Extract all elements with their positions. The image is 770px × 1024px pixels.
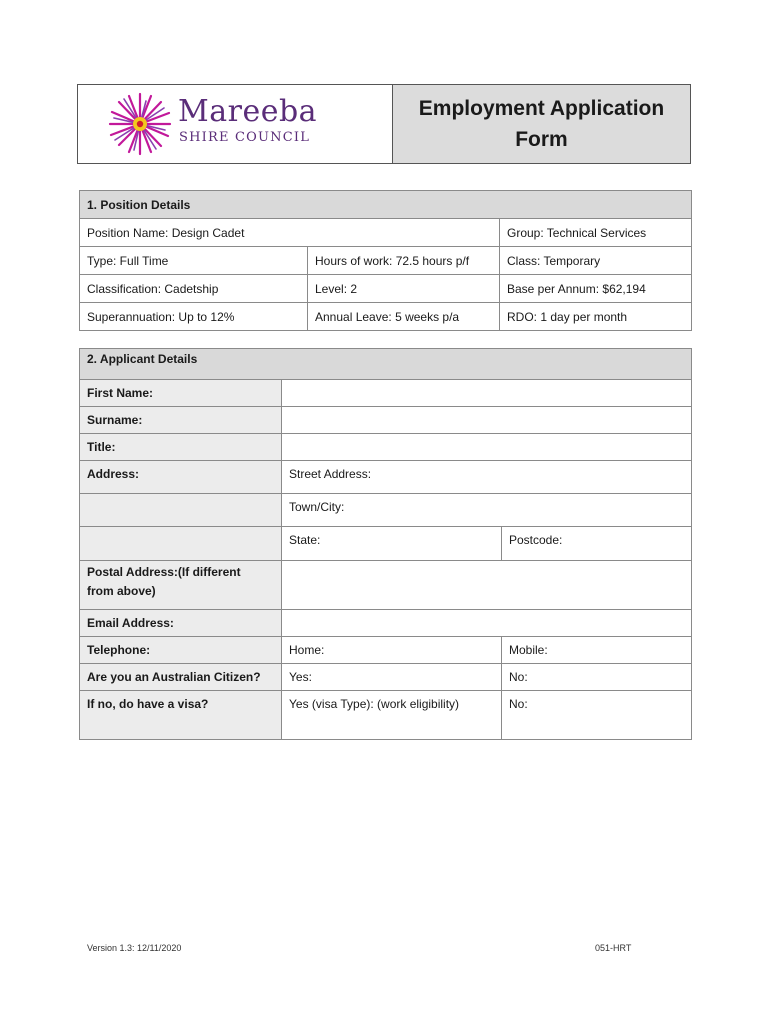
address-label: Address: <box>80 461 282 494</box>
citizen-yes-field[interactable]: Yes: <box>282 664 502 691</box>
address-label-filler <box>80 527 282 561</box>
street-address-field[interactable]: Street Address: <box>282 461 692 494</box>
first-name-field[interactable] <box>282 380 692 407</box>
logo-cell <box>78 85 393 163</box>
form-header <box>77 84 691 164</box>
form-title-line1: Employment Application <box>418 97 665 120</box>
visa-type-field[interactable]: Yes (visa Type): (work eligibility) <box>282 691 502 740</box>
type: Type: Full Time <box>80 247 308 275</box>
group: Group: Technical Services <box>500 219 692 247</box>
form-title-line2: Form <box>515 128 568 151</box>
brand-name: Mareeba <box>178 94 318 129</box>
email-field[interactable] <box>282 610 692 637</box>
postal-address-label-line1: Postal Address:(If different <box>87 565 241 579</box>
first-name-label: First Name: <box>80 380 282 407</box>
section-heading-position: 1. Position Details <box>80 191 692 219</box>
citizen-no-field[interactable]: No: <box>502 664 692 691</box>
title-field[interactable] <box>282 434 692 461</box>
base-per-annum: Base per Annum: $62,194 <box>500 275 692 303</box>
surname-field[interactable] <box>282 407 692 434</box>
postcode-field[interactable]: Postcode: <box>502 527 692 561</box>
town-city-field[interactable]: Town/City: <box>282 494 692 527</box>
flower-logo-icon <box>108 92 172 156</box>
position-name: Position Name: Design Cadet <box>80 219 500 247</box>
home-phone-field[interactable]: Home: <box>282 637 502 664</box>
email-label: Email Address: <box>80 610 282 637</box>
annual-leave: Annual Leave: 5 weeks p/a <box>308 303 500 331</box>
classification: Classification: Cadetship <box>80 275 308 303</box>
mobile-phone-field[interactable]: Mobile: <box>502 637 692 664</box>
form-code-footer: 051-HRT <box>595 943 632 953</box>
state-field[interactable]: State: <box>282 527 502 561</box>
version-footer: Version 1.3: 12/11/2020 <box>87 943 182 953</box>
title-label: Title: <box>80 434 282 461</box>
visa-label: If no, do have a visa? <box>80 691 282 740</box>
level: Level: 2 <box>308 275 500 303</box>
rdo: RDO: 1 day per month <box>500 303 692 331</box>
superannuation: Superannuation: Up to 12% <box>80 303 308 331</box>
telephone-label: Telephone: <box>80 637 282 664</box>
hours-of-work: Hours of work: 72.5 hours p/f <box>308 247 500 275</box>
section-heading-applicant: 2. Applicant Details <box>80 349 692 380</box>
visa-no-field[interactable]: No: <box>502 691 692 740</box>
address-label-filler <box>80 494 282 527</box>
citizen-label: Are you an Australian Citizen? <box>80 664 282 691</box>
class: Class: Temporary <box>500 247 692 275</box>
postal-address-field[interactable] <box>282 561 692 610</box>
postal-address-label-line2: from above) <box>87 584 156 598</box>
brand-subtitle: SHIRE COUNCIL <box>179 130 311 145</box>
form-title <box>393 85 690 163</box>
applicant-details-table <box>79 348 692 740</box>
position-details-table <box>79 190 692 331</box>
postal-address-label <box>80 561 282 610</box>
surname-label: Surname: <box>80 407 282 434</box>
